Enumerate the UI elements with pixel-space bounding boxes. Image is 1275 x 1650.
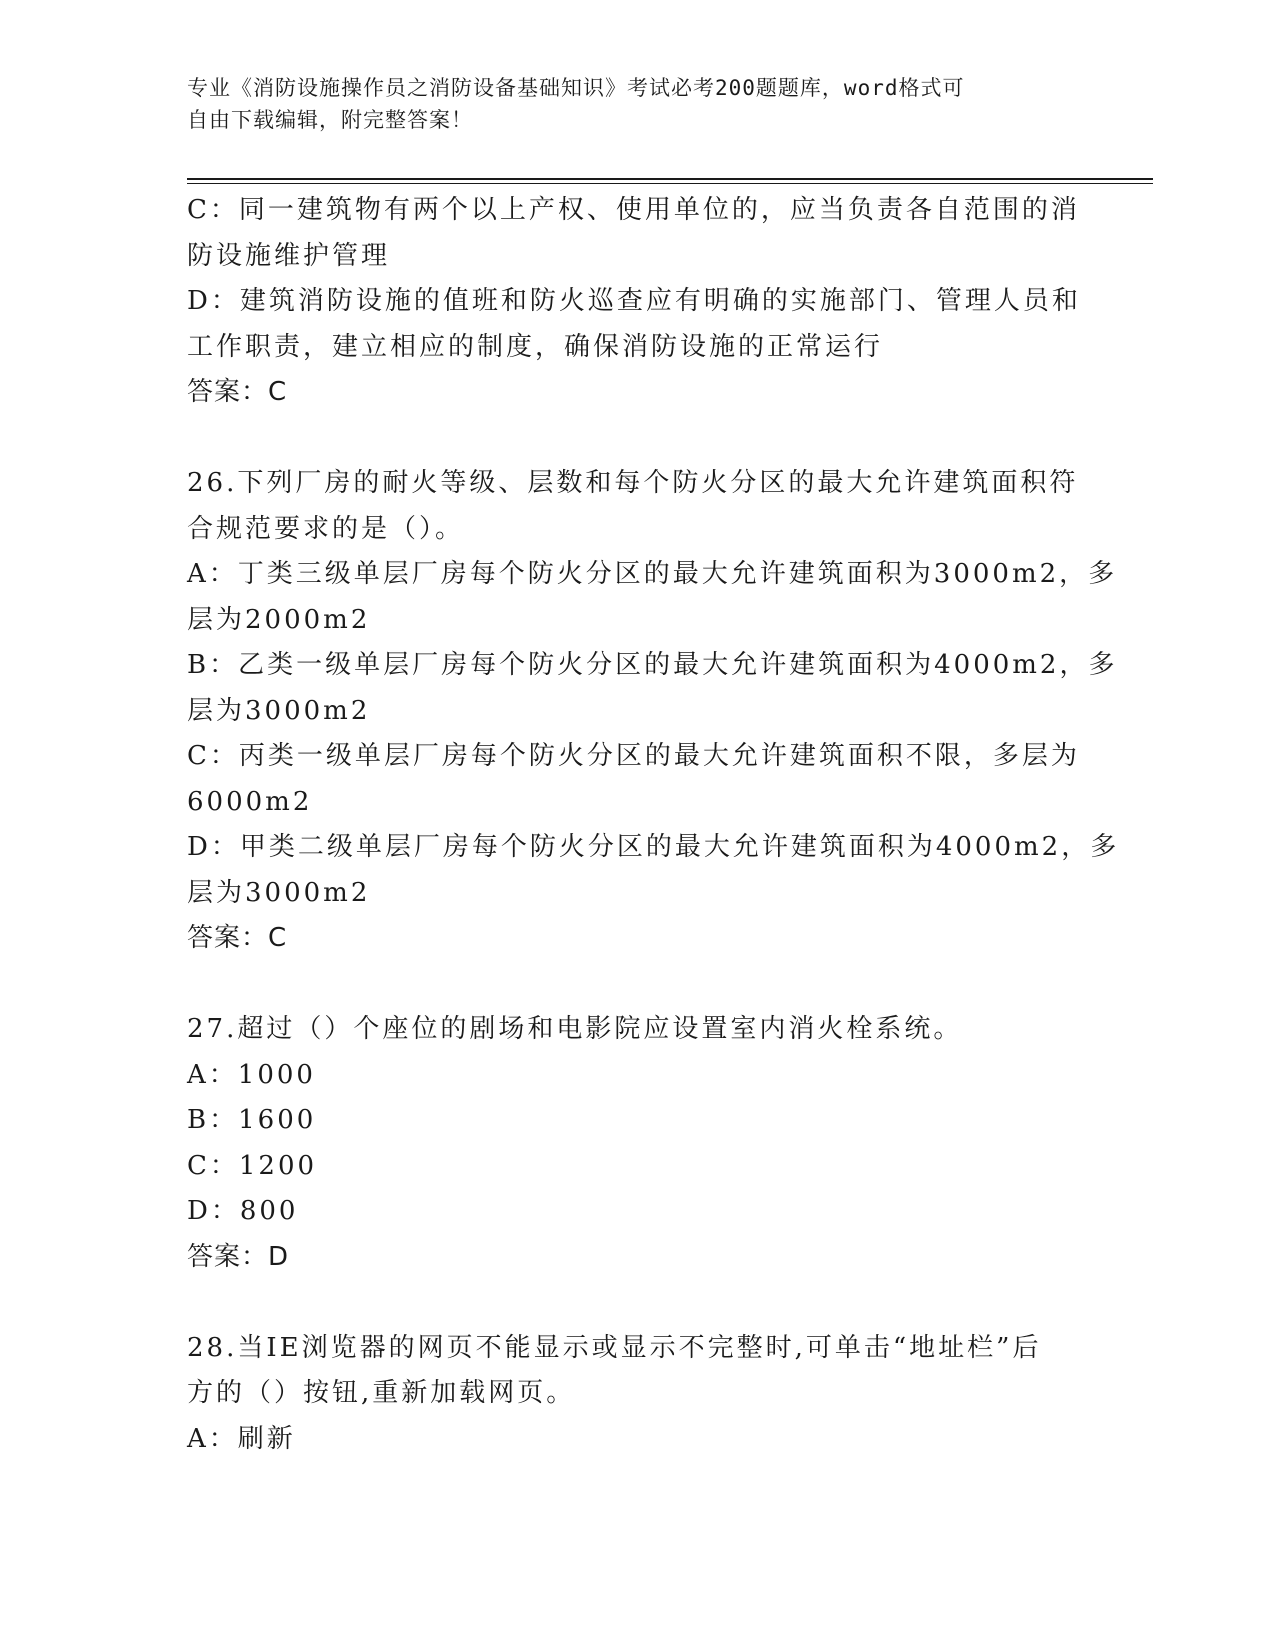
option-b: B：1600 — [187, 1105, 317, 1135]
answer-line: 答案：C — [187, 377, 288, 407]
question-28 — [187, 1326, 1087, 1463]
spacer — [187, 962, 1087, 1008]
question-26 — [187, 461, 1120, 962]
question-stem-line-1: 28.当IE浏览器的网页不能显示或显示不完整时,可单击“地址栏”后 — [187, 1332, 1042, 1363]
question-stem: 27.超过（）个座位的剧场和电影院应设置室内消火栓系统。 — [187, 1014, 963, 1044]
option-a-line-1: A：丁类三级单层厂房每个防火分区的最大允许建筑面积为3000m2，多 — [187, 559, 1118, 589]
header-line-1: 专业《消防设施操作员之消防设备基础知识》考试必考200题题库，word格式可 — [187, 76, 965, 100]
option-d-line-2: 工作职责，建立相应的制度，确保消防设施的正常运行 — [187, 331, 884, 362]
document-body — [187, 188, 1120, 1462]
question-27 — [187, 1007, 1087, 1280]
option-d-line-1: D：建筑消防设施的值班和防火巡查应有明确的实施部门、管理人员和 — [187, 286, 1081, 316]
option-c: C：1200 — [187, 1150, 318, 1181]
spacer — [187, 416, 1087, 462]
option-b-line-2: 层为3000m2 — [187, 695, 371, 726]
option-b-line-1: B：乙类一级单层厂房每个防火分区的最大允许建筑面积为4000m2，多 — [187, 650, 1118, 680]
option-c-line-2: 防设施维护管理 — [187, 240, 391, 271]
header-line-2: 自由下载编辑，附完整答案！ — [187, 108, 473, 132]
answer-line: 答案：C — [187, 923, 288, 953]
answer-line: 答案：D — [187, 1241, 290, 1272]
header-divider-thick — [187, 178, 1153, 180]
option-d-line-1: D：甲类二级单层厂房每个防火分区的最大允许建筑面积为4000m2，多 — [187, 832, 1120, 862]
option-c-line-1: C：同一建筑物有两个以上产权、使用单位的，应当负责各自范围的消 — [187, 195, 1080, 225]
document-header — [187, 72, 1067, 136]
option-d: D：800 — [187, 1196, 299, 1226]
option-a: A：刷新 — [187, 1423, 296, 1454]
option-a-line-2: 层为2000m2 — [187, 604, 371, 635]
question-25-continued — [187, 188, 1087, 416]
spacer — [187, 1280, 1087, 1326]
option-d-line-2: 层为3000m2 — [187, 877, 371, 908]
option-c-line-1: C：丙类一级单层厂房每个防火分区的最大允许建筑面积不限，多层为 — [187, 741, 1080, 771]
option-c-line-2: 6000m2 — [187, 786, 313, 817]
question-stem-line-2: 合规范要求的是（）。 — [187, 513, 465, 544]
question-stem-line-2: 方的（）按钮,重新加载网页。 — [187, 1378, 576, 1408]
option-a: A：1000 — [187, 1059, 316, 1090]
header-divider-thin — [187, 183, 1153, 184]
question-stem-line-1: 26.下列厂房的耐火等级、层数和每个防火分区的最大允许建筑面积符 — [187, 468, 1079, 498]
